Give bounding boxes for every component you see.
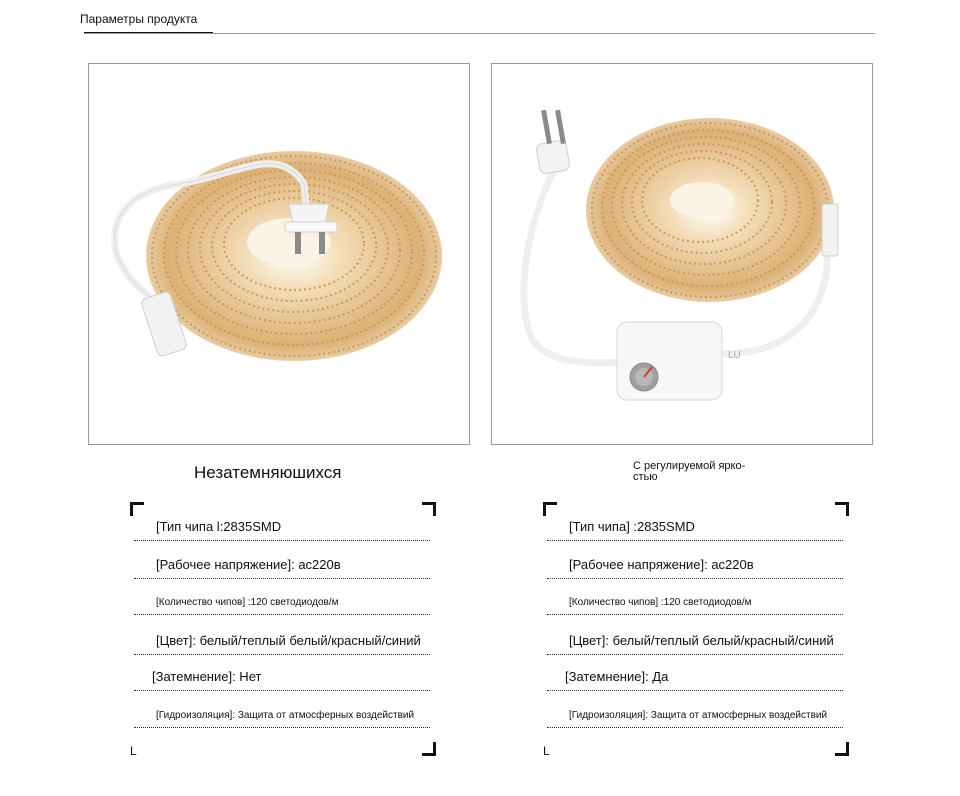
spec-row-voltage <box>134 540 430 579</box>
spec-row-chip-count <box>547 578 843 615</box>
spec-text: [Цвет]: белый/теплый белый/красный/синий <box>156 633 421 648</box>
corner-mark: L <box>543 744 550 758</box>
spec-text: [Цвет]: белый/теплый белый/красный/синий <box>569 633 834 648</box>
spec-row-voltage <box>547 540 843 579</box>
spec-text: [Затемнение]: Нет <box>152 669 262 684</box>
eu-plug-icon <box>536 110 571 175</box>
product-image-dimmable <box>491 63 873 445</box>
product-caption-dimmable <box>633 461 763 483</box>
spec-row-chip-count <box>134 578 430 615</box>
spec-row-chip-type <box>547 510 843 541</box>
header-divider <box>84 33 875 34</box>
corner-bracket <box>422 742 436 756</box>
spec-text: [Гидроизоляция]: Защита от атмосферных воздействий <box>156 710 415 721</box>
spec-panel-non-dimmable <box>130 500 436 758</box>
spec-panel-dimmable <box>543 500 849 758</box>
spec-row-waterproof <box>134 690 430 728</box>
caption-line-1: С регулируемой ярко- <box>633 460 746 472</box>
spec-text: [Гидроизоляция]: Защита от атмосферных воздействий <box>569 710 828 721</box>
led-strip-coil-image <box>492 64 872 444</box>
dimmer-knob-icon <box>630 363 658 391</box>
product-image-non-dimmable <box>88 63 470 445</box>
spec-text: [Рабочее напряжение]: ac220в <box>569 557 754 572</box>
spec-text: [Рабочее напряжение]: ac220в <box>156 557 341 572</box>
spec-text: [Количество чипов] :120 светодиодов/м <box>569 597 752 608</box>
corner-bracket <box>835 742 849 756</box>
spec-row-waterproof <box>547 690 843 728</box>
spec-text: [Тип чипа l:2835SMD <box>156 519 282 534</box>
corner-mark: L <box>130 744 137 758</box>
spec-text: [Затемнение]: Да <box>565 669 669 684</box>
spec-row-color <box>547 614 843 655</box>
section-title: Параметры продукта <box>80 12 198 26</box>
product-caption-non-dimmable: Незатемняюшихся <box>194 463 342 482</box>
caption-line-2: стью <box>633 471 658 483</box>
spec-row-dimming <box>134 654 430 691</box>
led-strip-coil-image <box>89 64 469 444</box>
spec-text: [Тип чипа] :2835SMD <box>569 519 695 534</box>
section-header <box>80 10 875 36</box>
spec-row-color <box>134 614 430 655</box>
spec-row-dimming <box>547 654 843 691</box>
controller-label: LU <box>728 350 741 361</box>
spec-row-chip-type <box>134 510 430 541</box>
spec-text: [Количество чипов] :120 светодиодов/м <box>156 597 339 608</box>
